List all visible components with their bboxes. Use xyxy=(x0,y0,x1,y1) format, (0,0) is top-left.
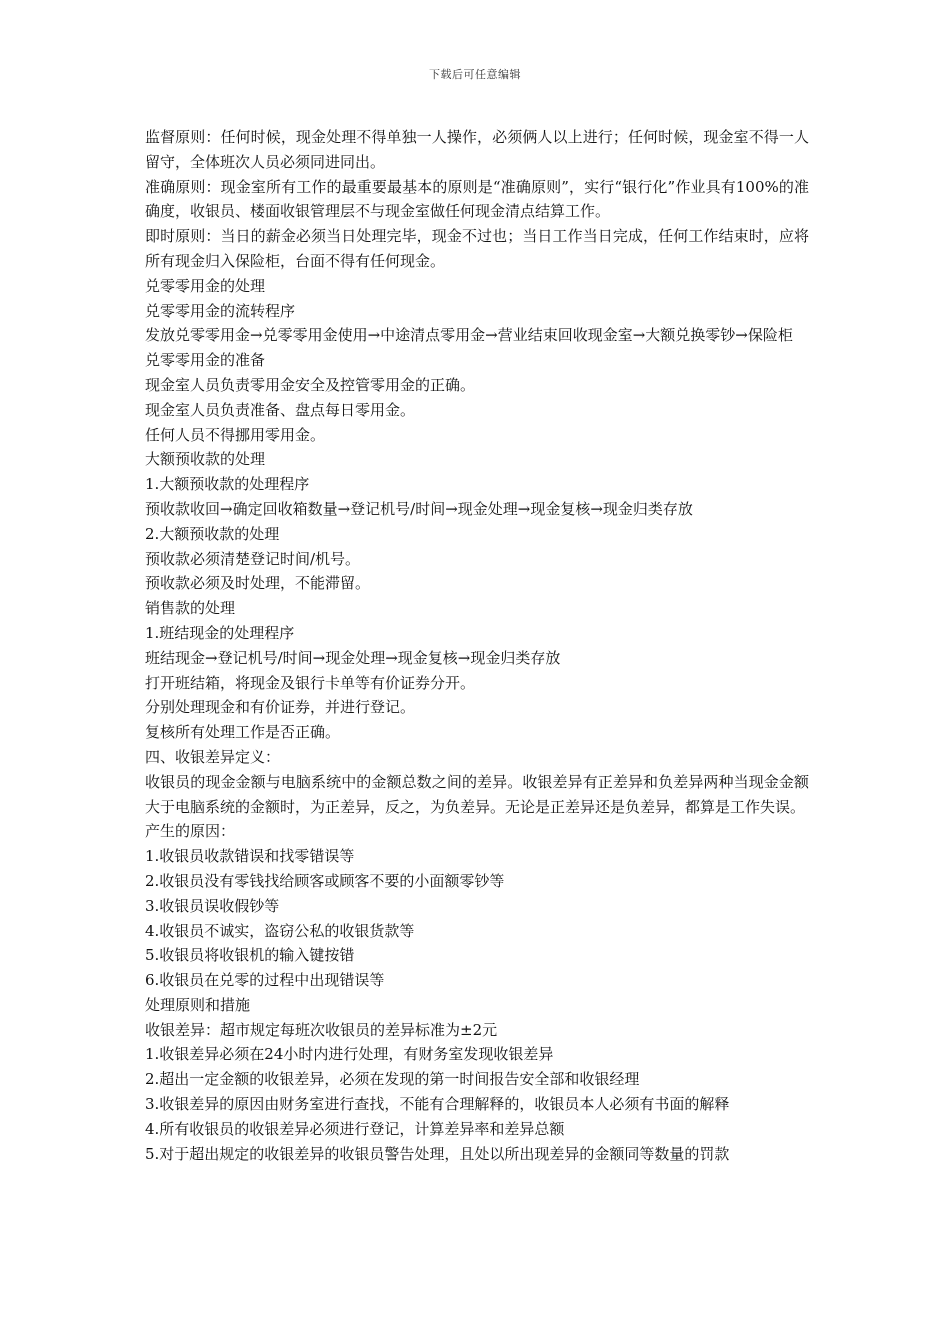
list-item: 分别处理现金和有价证券，并进行登记。 xyxy=(145,698,416,717)
section-heading: 大额预收款的处理 xyxy=(145,450,266,469)
list-item: 5.对于超出规定的收银差异的收银员警告处理，且处以所出现差异的金额同等数量的罚款 xyxy=(145,1144,730,1163)
list-item: 打开班结箱，将现金及银行卡单等有价证券分开。 xyxy=(145,673,476,692)
list-item: 5.收银员将收银机的输入键按错 xyxy=(145,946,355,965)
list-item: 预收款必须清楚登记时间/机号。 xyxy=(145,549,361,568)
paragraph-accuracy-principle: 准确原则：现金室所有工作的最重要最基本的原则是“准确原则”，实行“银行化”作业具有100%的准确度，收银员、楼面收银管理层不与现金室做任何现金清点结算工作。 xyxy=(145,177,809,221)
document-body xyxy=(145,125,809,1166)
process-flow-text: 班结现金→登记机号/时间→现金处理→现金复核→现金归类存放 xyxy=(145,648,561,667)
paragraph-immediacy-principle: 即时原则：当日的薪金必须当日处理完毕，现金不过也；当日工作当日完成，任何工作结束时，应将所有现金归入保险柜，台面不得有任何现金。 xyxy=(145,227,809,270)
page-header-note: 下载后可任意编辑 xyxy=(429,68,521,81)
list-item: 4.收银员不诚实，盗窃公私的收银货款等 xyxy=(145,921,415,940)
list-item: 复核所有处理工作是否正确。 xyxy=(145,723,341,742)
standard-text: 收银差异：超市规定每班次收银员的差异标准为±2元 xyxy=(145,1020,498,1039)
section-heading: 兑零零用金的处理 xyxy=(145,276,266,295)
subsection-heading: 兑零零用金的流转程序 xyxy=(145,301,296,320)
list-item: 1.收银差异必须在24小时内进行处理，有财务室发现收银差异 xyxy=(145,1045,554,1064)
list-item: 2.超出一定金额的收银差异，必须在发现的第一时间报告安全部和收银经理 xyxy=(145,1070,640,1089)
subsection-heading: 处理原则和措施 xyxy=(145,995,251,1014)
subsection-heading: 1.大额预收款的处理程序 xyxy=(145,475,310,494)
list-item: 现金室人员负责零用金安全及控管零用金的正确。 xyxy=(145,375,476,394)
list-item: 6.收银员在兑零的过程中出现错误等 xyxy=(145,971,385,990)
process-flow-text: 发放兑零零用金→兑零零用金使用→中途清点零用金→营业结束回收现金室→大额兑换零钞→保险柜 xyxy=(145,326,793,345)
section-heading: 四、收银差异定义： xyxy=(145,747,281,766)
list-item: 预收款必须及时处理，不能滞留。 xyxy=(145,574,371,593)
list-item: 4.所有收银员的收银差异必须进行登记，计算差异率和差异总额 xyxy=(145,1119,565,1138)
subsection-heading: 1.班结现金的处理程序 xyxy=(145,623,295,642)
definition-paragraph: 收银员的现金金额与电脑系统中的金额总数之间的差异。收银差异有正差异和负差异两种当现金金额大于电脑系统的金额时，为正差异，反之，为负差异。无论是正差异还是负差异，都算是工作失误。 xyxy=(145,772,809,816)
list-item: 3.收银员误收假钞等 xyxy=(145,896,280,915)
list-item: 2.收银员没有零钱找给顾客或顾客不要的小面额零钞等 xyxy=(145,871,505,890)
section-heading: 销售款的处理 xyxy=(145,599,236,618)
process-flow-text: 预收款收回→确定回收箱数量→登记机号/时间→现金处理→现金复核→现金归类存放 xyxy=(145,499,693,518)
subsection-heading: 2.大额预收款的处理 xyxy=(145,524,280,543)
subsection-heading: 兑零零用金的准备 xyxy=(145,351,266,370)
list-item: 任何人员不得挪用零用金。 xyxy=(145,425,326,444)
paragraph-supervision-principle: 监督原则：任何时候，现金处理不得单独一人操作，必须俩人以上进行；任何时候，现金室不得一人留守，全体班次人员必须同进同出。 xyxy=(145,128,809,171)
list-item: 1.收银员收款错误和找零错误等 xyxy=(145,847,355,866)
list-item: 现金室人员负责准备、盘点每日零用金。 xyxy=(145,400,416,419)
list-item: 3.收银差异的原因由财务室进行查找，不能有合理解释的，收银员本人必须有书面的解释 xyxy=(145,1095,730,1114)
subsection-heading: 产生的原因： xyxy=(145,822,236,841)
